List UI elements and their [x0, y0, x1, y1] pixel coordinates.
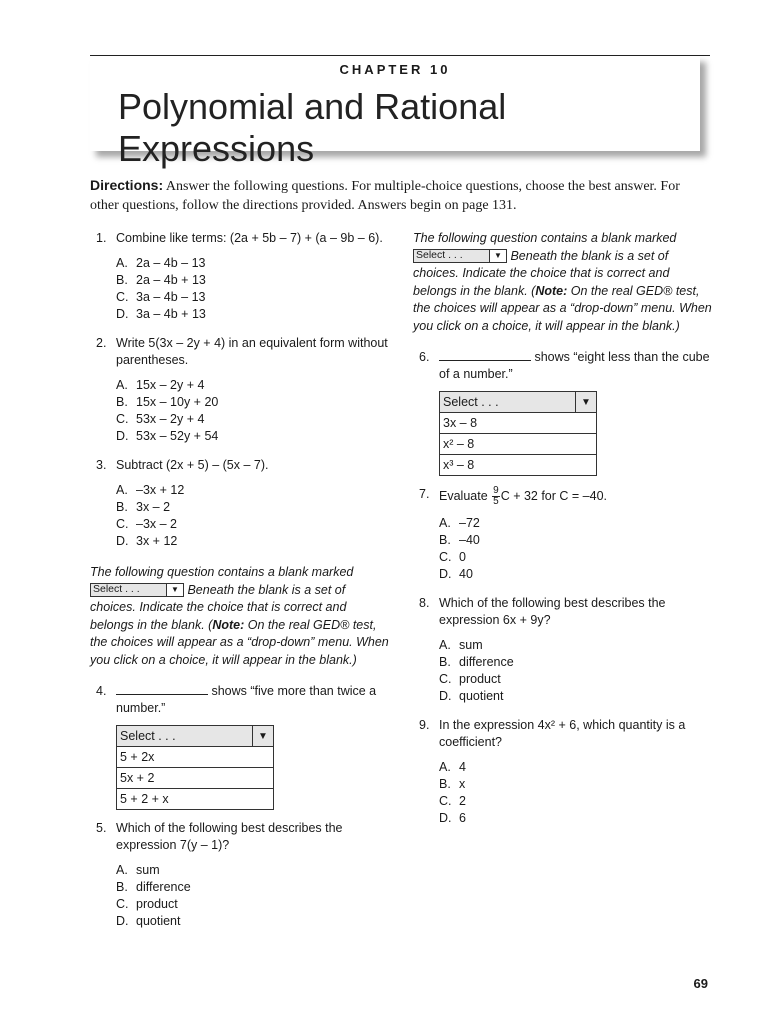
directions-text: Answer the following questions. For multiple-choice questions, choose the best answer. For other questions, follow the directions provided. Answers begin on page 131. — [90, 179, 680, 213]
choice-text: 0 — [459, 550, 466, 564]
dropdown-arrow-icon: ▼ — [166, 584, 183, 596]
question-stem: Which of the following best describes the expression 6x + 9y? — [439, 596, 666, 627]
choice-text: 53x – 2y + 4 — [136, 412, 205, 426]
choice-text: –40 — [459, 533, 480, 547]
choice-text: –3x + 12 — [136, 483, 185, 497]
choice-list — [116, 482, 390, 550]
choice-letter: B. — [116, 395, 128, 409]
choice-list — [116, 862, 390, 930]
choice-list — [116, 255, 390, 323]
question-8 — [413, 595, 713, 705]
question-1 — [90, 230, 390, 323]
question-stem-text: shows “five more than twice a number.” — [116, 684, 377, 715]
dropdown-header-label: Select . . . — [120, 728, 176, 743]
dropdown-option[interactable]: 3x – 8 — [440, 413, 597, 434]
question-number: 6. — [419, 350, 430, 364]
choice-letter: B. — [116, 273, 128, 287]
question-6 — [413, 349, 713, 476]
answer-choice[interactable] — [116, 913, 390, 930]
sample-select — [413, 249, 507, 263]
answer-choice[interactable] — [116, 516, 390, 533]
choice-text: 2a – 4b – 13 — [136, 256, 206, 270]
question-number: 3. — [96, 458, 107, 472]
answer-choice[interactable] — [439, 654, 713, 671]
choice-list — [439, 637, 713, 705]
question-7 — [413, 486, 713, 583]
question-number: 5. — [96, 821, 107, 835]
question-stem-text: Evaluate — [439, 488, 492, 503]
note-text: On the real GED® test, the choices will appear as a “drop-down” menu. When you click on a choice, it will appear in the blank.) — [90, 617, 389, 667]
note-text: The following question contains a blank marked — [90, 565, 354, 579]
answer-choice[interactable] — [116, 377, 390, 394]
question-stem — [439, 349, 713, 383]
question-3 — [90, 457, 390, 550]
answer-blank — [116, 683, 208, 695]
choice-list — [439, 759, 713, 827]
note-text: Beneath the blank is a set of choices. Indicate the choice that is correct and belongs in the blank. ( — [90, 582, 347, 632]
question-5 — [90, 820, 390, 930]
choice-text: difference — [459, 655, 514, 669]
choice-letter: C. — [116, 517, 129, 531]
dropdown-option[interactable]: 5 + 2x — [117, 747, 274, 768]
answer-choice[interactable] — [439, 793, 713, 810]
choice-text: 6 — [459, 811, 466, 825]
choice-letter: C. — [116, 897, 129, 911]
question-number: 2. — [96, 336, 107, 350]
answer-choice[interactable] — [116, 533, 390, 550]
question-number: 1. — [96, 231, 107, 245]
answer-choice[interactable] — [116, 879, 390, 896]
dropdown-arrow-icon: ▼ — [489, 250, 506, 262]
choice-text: 3a – 4b – 13 — [136, 290, 206, 304]
answer-choice[interactable] — [439, 515, 713, 532]
dropdown-option[interactable]: 5x + 2 — [117, 768, 274, 789]
answer-choice[interactable] — [439, 532, 713, 549]
dropdown-option[interactable]: x³ – 8 — [440, 455, 597, 476]
fraction-numerator: 9 — [493, 485, 499, 496]
question-stem-text: shows “eight less than the cube of a number.” — [439, 350, 710, 381]
chapter-header — [90, 56, 700, 169]
sample-select-label: Select . . . — [93, 583, 140, 596]
question-stem: In the expression 4x² + 6, which quantity is a coefficient? — [439, 718, 686, 749]
choice-text: 53x – 52y + 54 — [136, 429, 219, 443]
page-number: 69 — [693, 976, 708, 991]
fraction-denominator: 5 — [493, 496, 499, 507]
fraction — [492, 486, 500, 507]
dropdown-arrow-icon[interactable]: ▼ — [575, 392, 596, 412]
dropdown-arrow-icon[interactable]: ▼ — [252, 726, 273, 746]
choice-letter: B. — [439, 533, 451, 547]
answer-choice[interactable] — [116, 289, 390, 306]
answer-dropdown[interactable] — [116, 725, 274, 810]
question-stem: Combine like terms: (2a + 5b – 7) + (a – 9b – 6). — [116, 231, 383, 245]
left-column — [90, 230, 390, 930]
dropdown-header[interactable] — [440, 392, 597, 413]
choice-text: difference — [136, 880, 191, 894]
answer-choice[interactable] — [116, 482, 390, 499]
question-stem — [116, 683, 390, 717]
choice-text: –3x – 2 — [136, 517, 178, 531]
answer-choice[interactable] — [439, 549, 713, 566]
choice-text: sum — [459, 638, 483, 652]
choice-letter: B. — [439, 777, 451, 791]
choice-letter: A. — [439, 638, 451, 652]
note-text: Beneath the blank is a set of choices. Indicate the choice that is correct and belongs in the blank. ( — [413, 248, 670, 298]
question-number: 4. — [96, 684, 107, 698]
answer-choice[interactable] — [116, 306, 390, 323]
choice-letter: B. — [116, 500, 128, 514]
choice-text: 3a – 4b + 13 — [136, 307, 206, 321]
answer-choice[interactable] — [116, 499, 390, 516]
dropdown-header[interactable] — [117, 726, 274, 747]
answer-choice[interactable] — [439, 810, 713, 827]
choice-text: product — [136, 897, 178, 911]
answer-choice[interactable] — [439, 566, 713, 583]
choice-letter: A. — [116, 863, 128, 877]
choice-letter: D. — [439, 689, 452, 703]
choice-text: product — [459, 672, 501, 686]
choice-list — [439, 515, 713, 583]
choice-letter: D. — [116, 914, 129, 928]
choice-text: 15x – 10y + 20 — [136, 395, 219, 409]
choice-letter: B. — [116, 880, 128, 894]
answer-dropdown[interactable] — [439, 391, 597, 476]
question-stem — [439, 486, 713, 507]
note-text: On the real GED® test, the choices will appear as a “drop-down” menu. When you click on a choice, it will appear in the blank.) — [413, 283, 712, 333]
choice-letter: C. — [116, 412, 129, 426]
dropdown-note — [90, 564, 390, 669]
page-title: Polynomial and Rational Expressions — [118, 86, 507, 169]
choice-text: 40 — [459, 567, 473, 581]
question-number: 8. — [419, 596, 430, 610]
dropdown-option[interactable]: x² – 8 — [440, 434, 597, 455]
answer-choice[interactable] — [116, 896, 390, 913]
dropdown-header-label: Select . . . — [443, 394, 499, 409]
choice-text: x — [459, 777, 466, 791]
choice-text: quotient — [136, 914, 181, 928]
question-stem: Subtract (2x + 5) – (5x – 7). — [116, 458, 269, 472]
sample-select-label: Select . . . — [416, 249, 463, 262]
sample-select — [90, 583, 184, 597]
choice-text: 2a – 4b + 13 — [136, 273, 206, 287]
choice-letter: D. — [116, 534, 129, 548]
choice-text: quotient — [459, 689, 504, 703]
choice-letter: B. — [439, 655, 451, 669]
answer-choice[interactable] — [116, 411, 390, 428]
choice-text: 3x – 2 — [136, 500, 171, 514]
answer-choice[interactable] — [439, 776, 713, 793]
choice-letter: D. — [439, 567, 452, 581]
choice-text: 3x + 12 — [136, 534, 178, 548]
choice-letter: A. — [116, 378, 128, 392]
choice-letter: A. — [116, 483, 128, 497]
note-text: The following question contains a blank marked — [413, 231, 677, 245]
choice-letter: A. — [439, 516, 451, 530]
choice-letter: C. — [116, 290, 129, 304]
answer-choice[interactable] — [439, 759, 713, 776]
choice-letter: D. — [439, 811, 452, 825]
choice-letter: A. — [439, 760, 451, 774]
directions-label: Directions: — [90, 177, 164, 193]
choice-text: 4 — [459, 760, 466, 774]
answer-choice[interactable] — [116, 862, 390, 879]
choice-letter: C. — [439, 550, 452, 564]
answer-blank — [439, 349, 531, 361]
answer-choice[interactable] — [439, 688, 713, 705]
question-stem-text: C + 32 for C = –40. — [500, 488, 607, 503]
answer-choice[interactable] — [116, 428, 390, 445]
answer-choice[interactable] — [116, 255, 390, 272]
dropdown-note — [413, 230, 713, 335]
question-stem: Which of the following best describes the expression 7(y – 1)? — [116, 821, 343, 852]
question-number: 7. — [419, 487, 430, 501]
choice-text: –72 — [459, 516, 480, 530]
choice-text: 15x – 2y + 4 — [136, 378, 205, 392]
question-stem: Write 5(3x – 2y + 4) in an equivalent form without parentheses. — [116, 336, 388, 367]
question-4 — [90, 683, 390, 810]
right-column — [413, 230, 713, 827]
choice-list — [116, 377, 390, 445]
answer-choice[interactable] — [116, 272, 390, 289]
choice-letter: D. — [116, 429, 129, 443]
question-2 — [90, 335, 390, 445]
choice-letter: D. — [116, 307, 129, 321]
answer-choice[interactable] — [439, 671, 713, 688]
choice-letter: C. — [439, 672, 452, 686]
note-label: Note: — [535, 283, 568, 298]
answer-choice[interactable] — [439, 637, 713, 654]
answer-choice[interactable] — [116, 394, 390, 411]
dropdown-option[interactable]: 5 + 2 + x — [117, 789, 274, 810]
choice-text: sum — [136, 863, 160, 877]
question-9 — [413, 717, 713, 827]
note-label: Note: — [212, 617, 245, 632]
chapter-label: CHAPTER 10 — [339, 62, 451, 77]
choice-text: 2 — [459, 794, 466, 808]
choice-letter: A. — [116, 256, 128, 270]
question-number: 9. — [419, 718, 430, 732]
choice-letter: C. — [439, 794, 452, 808]
directions — [90, 176, 710, 215]
